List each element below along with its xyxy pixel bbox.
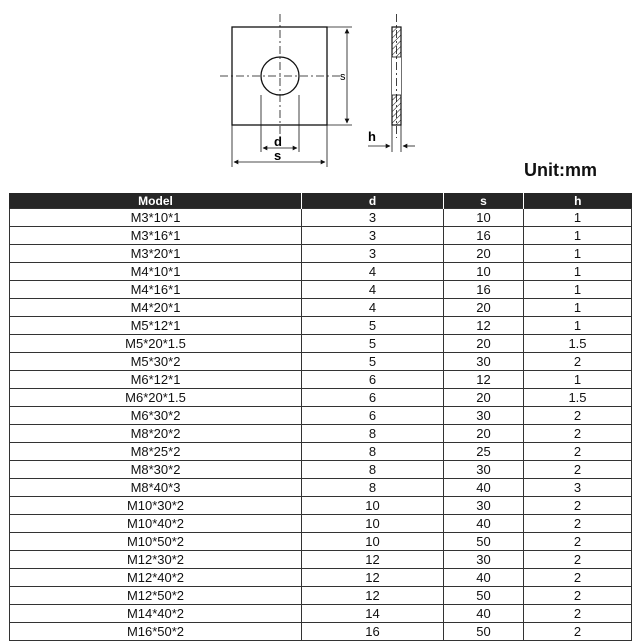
unit-label: Unit:mm <box>524 160 597 180</box>
cell-s: 16 <box>444 227 524 245</box>
cell-s: 16 <box>444 281 524 299</box>
cell-d: 5 <box>302 353 444 371</box>
cell-s: 30 <box>444 461 524 479</box>
cell-s: 30 <box>444 551 524 569</box>
cell-model: M10*40*2 <box>10 515 302 533</box>
cell-model: M3*16*1 <box>10 227 302 245</box>
cell-model: M14*40*2 <box>10 605 302 623</box>
cell-d: 12 <box>302 569 444 587</box>
cell-h: 2 <box>524 569 632 587</box>
cell-s: 30 <box>444 497 524 515</box>
cell-d: 8 <box>302 443 444 461</box>
cell-d: 3 <box>302 209 444 227</box>
cell-s: 10 <box>444 209 524 227</box>
cell-h: 2 <box>524 515 632 533</box>
cell-h: 1.5 <box>524 389 632 407</box>
table-row <box>10 389 632 407</box>
cell-s: 20 <box>444 245 524 263</box>
header-h: h <box>524 193 632 209</box>
cell-s: 30 <box>444 407 524 425</box>
cell-h: 1 <box>524 209 632 227</box>
table-body <box>10 209 632 641</box>
cell-h: 2 <box>524 605 632 623</box>
cell-s: 20 <box>444 425 524 443</box>
cell-d: 4 <box>302 263 444 281</box>
cell-model: M8*20*2 <box>10 425 302 443</box>
table-row <box>10 551 632 569</box>
cell-d: 6 <box>302 389 444 407</box>
cell-s: 20 <box>444 335 524 353</box>
s-side-label: s <box>340 71 346 83</box>
table-row <box>10 299 632 317</box>
cell-model: M3*10*1 <box>10 209 302 227</box>
cell-model: M12*40*2 <box>10 569 302 587</box>
cell-d: 8 <box>302 461 444 479</box>
cell-s: 12 <box>444 371 524 389</box>
cell-h: 2 <box>524 443 632 461</box>
cell-s: 30 <box>444 353 524 371</box>
spec-table <box>9 193 632 641</box>
cell-model: M4*10*1 <box>10 263 302 281</box>
cell-s: 20 <box>444 299 524 317</box>
table-row <box>10 587 632 605</box>
cell-s: 25 <box>444 443 524 461</box>
table-row <box>10 407 632 425</box>
cell-h: 1 <box>524 299 632 317</box>
cell-model: M4*20*1 <box>10 299 302 317</box>
cell-h: 2 <box>524 533 632 551</box>
cell-h: 2 <box>524 551 632 569</box>
cell-s: 40 <box>444 605 524 623</box>
header-model: Model <box>10 193 302 209</box>
cell-h: 1 <box>524 317 632 335</box>
header-d: d <box>302 193 444 209</box>
cell-model: M10*30*2 <box>10 497 302 515</box>
cell-d: 6 <box>302 407 444 425</box>
header-s: s <box>444 193 524 209</box>
table-row <box>10 533 632 551</box>
cell-d: 4 <box>302 299 444 317</box>
table-row <box>10 479 632 497</box>
cell-h: 2 <box>524 623 632 641</box>
table-row <box>10 569 632 587</box>
s-bottom-label: s <box>274 148 282 163</box>
table-row <box>10 209 632 227</box>
cell-h: 1.5 <box>524 335 632 353</box>
cell-h: 2 <box>524 497 632 515</box>
cell-model: M5*20*1.5 <box>10 335 302 353</box>
cell-h: 1 <box>524 281 632 299</box>
cell-s: 40 <box>444 569 524 587</box>
washer-side-view <box>392 14 401 138</box>
cell-model: M5*30*2 <box>10 353 302 371</box>
cell-d: 5 <box>302 317 444 335</box>
cell-h: 2 <box>524 425 632 443</box>
cell-s: 12 <box>444 317 524 335</box>
table-row <box>10 623 632 641</box>
cell-model: M16*50*2 <box>10 623 302 641</box>
cell-s: 50 <box>444 533 524 551</box>
table-row <box>10 353 632 371</box>
cell-model: M8*25*2 <box>10 443 302 461</box>
cell-s: 40 <box>444 479 524 497</box>
cell-model: M6*12*1 <box>10 371 302 389</box>
cell-h: 2 <box>524 407 632 425</box>
washer-front-view <box>220 14 340 138</box>
cell-h: 3 <box>524 479 632 497</box>
cell-d: 5 <box>302 335 444 353</box>
cell-h: 2 <box>524 587 632 605</box>
cell-d: 16 <box>302 623 444 641</box>
cell-h: 1 <box>524 263 632 281</box>
cell-d: 10 <box>302 515 444 533</box>
cell-s: 40 <box>444 515 524 533</box>
table-row <box>10 245 632 263</box>
table-row <box>10 317 632 335</box>
cell-d: 8 <box>302 479 444 497</box>
cell-h: 1 <box>524 227 632 245</box>
cell-d: 14 <box>302 605 444 623</box>
table-row <box>10 605 632 623</box>
cell-s: 20 <box>444 389 524 407</box>
cell-s: 50 <box>444 623 524 641</box>
cell-d: 4 <box>302 281 444 299</box>
cell-h: 2 <box>524 461 632 479</box>
cell-model: M12*50*2 <box>10 587 302 605</box>
table-row <box>10 335 632 353</box>
cell-model: M10*50*2 <box>10 533 302 551</box>
table-row <box>10 281 632 299</box>
cell-d: 10 <box>302 533 444 551</box>
table-row <box>10 425 632 443</box>
table-row <box>10 461 632 479</box>
table-row <box>10 443 632 461</box>
cell-d: 12 <box>302 587 444 605</box>
cell-d: 10 <box>302 497 444 515</box>
h-label: h <box>368 129 376 144</box>
table-row <box>10 515 632 533</box>
cell-d: 3 <box>302 245 444 263</box>
cell-d: 3 <box>302 227 444 245</box>
cell-h: 1 <box>524 245 632 263</box>
d-label: d <box>274 134 282 149</box>
cell-model: M3*20*1 <box>10 245 302 263</box>
cell-h: 2 <box>524 353 632 371</box>
cell-s: 50 <box>444 587 524 605</box>
table-row <box>10 371 632 389</box>
cell-model: M5*12*1 <box>10 317 302 335</box>
cell-d: 6 <box>302 371 444 389</box>
cell-model: M8*40*3 <box>10 479 302 497</box>
cell-h: 1 <box>524 371 632 389</box>
cell-model: M4*16*1 <box>10 281 302 299</box>
cell-d: 8 <box>302 425 444 443</box>
cell-model: M6*30*2 <box>10 407 302 425</box>
cell-model: M12*30*2 <box>10 551 302 569</box>
table-header-row <box>10 193 632 209</box>
cell-model: M6*20*1.5 <box>10 389 302 407</box>
cell-model: M8*30*2 <box>10 461 302 479</box>
cell-d: 12 <box>302 551 444 569</box>
table-row <box>10 227 632 245</box>
cell-s: 10 <box>444 263 524 281</box>
table-row <box>10 497 632 515</box>
table-row <box>10 263 632 281</box>
